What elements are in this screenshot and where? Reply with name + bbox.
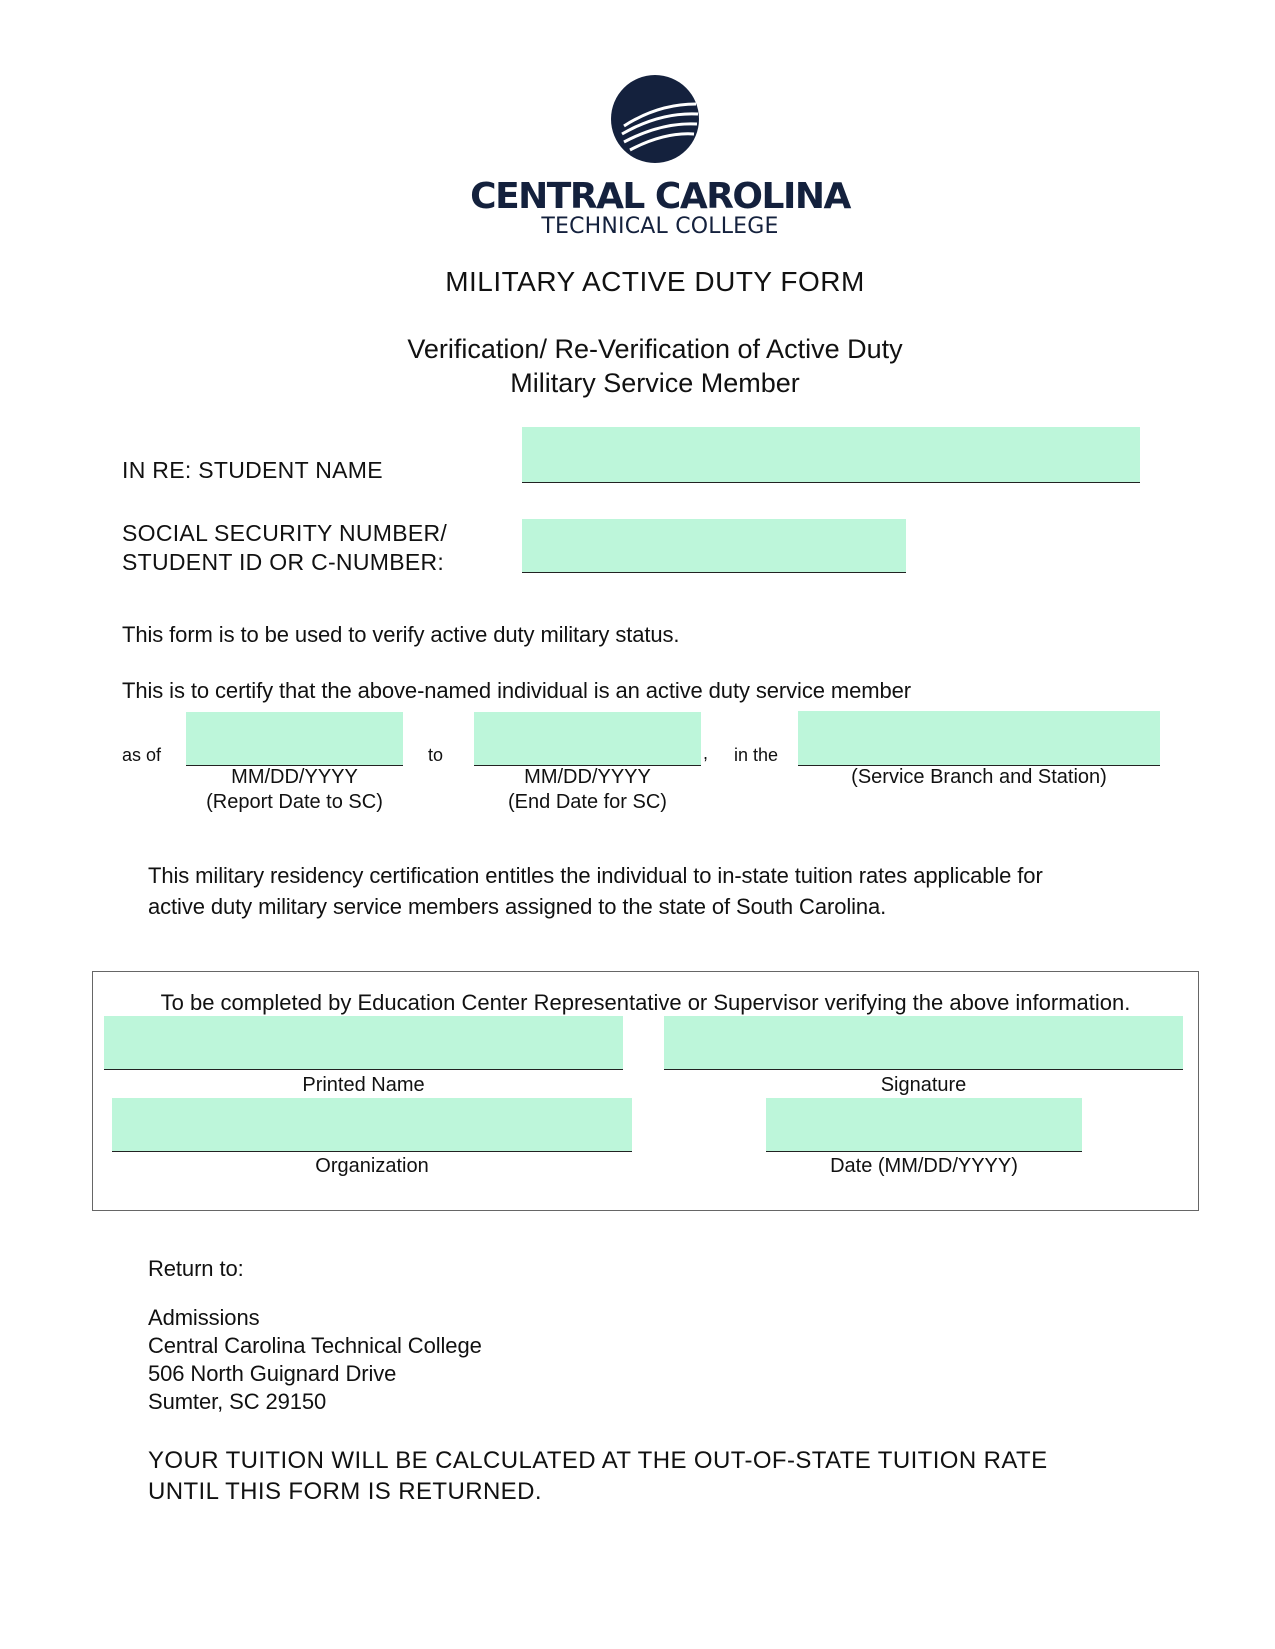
address-line-2: Central Carolina Technical College [148, 1333, 482, 1358]
date-field[interactable] [766, 1098, 1082, 1152]
warning-line-1: YOUR TUITION WILL BE CALCULATED AT THE OUT-OF-STATE TUITION RATE [148, 1447, 1048, 1474]
organization-label: Organization [315, 1155, 429, 1177]
student-id-label-line-1: SOCIAL SECURITY NUMBER/ [122, 520, 448, 546]
as-of-label: as of [122, 745, 162, 765]
start-date-field[interactable] [186, 712, 403, 766]
purpose-text: This form is to be used to verify active duty military status. [122, 622, 680, 647]
tuition-warning [148, 1445, 1047, 1507]
start-date-format: MM/DD/YYYY [231, 766, 358, 788]
printed-name-field[interactable] [104, 1016, 623, 1070]
subtitle-line-1: Verification/ Re-Verification of Active Duty [407, 334, 903, 364]
college-subtitle: TECHNICAL COLLEGE [541, 214, 779, 239]
address-line-1: Admissions [148, 1305, 260, 1330]
address-line-3: 506 North Guignard Drive [148, 1361, 397, 1386]
return-to-label: Return to: [148, 1256, 244, 1281]
student-name-field[interactable] [522, 427, 1140, 483]
signature-field[interactable] [664, 1016, 1183, 1070]
college-name: CENTRAL CAROLINA [470, 176, 850, 217]
in-the-label: in the [734, 745, 779, 765]
subtitle-line-2: Military Service Member [510, 368, 800, 398]
address-line-4: Sumter, SC 29150 [148, 1389, 327, 1414]
college-logo-icon [610, 74, 700, 164]
form-title: MILITARY ACTIVE DUTY FORM [445, 266, 865, 297]
student-id-field[interactable] [522, 519, 906, 573]
signature-label: Signature [880, 1074, 967, 1096]
warning-line-2: UNTIL THIS FORM IS RETURNED. [148, 1478, 542, 1505]
student-id-label-line-2: STUDENT ID OR C-NUMBER: [122, 549, 445, 575]
to-label: to [428, 745, 444, 765]
student-id-label [122, 519, 447, 577]
end-date-format: MM/DD/YYYY [524, 766, 651, 788]
residency-text [148, 860, 1043, 922]
service-branch-caption: (Service Branch and Station) [851, 766, 1107, 788]
start-date-caption: (Report Date to SC) [206, 791, 383, 813]
certify-text: This is to certify that the above-named individual is an active duty service member [122, 678, 911, 703]
form-subtitle [0, 332, 1275, 400]
student-name-label: IN RE: STUDENT NAME [122, 457, 383, 483]
residency-line-1: This military residency certification entitles the individual to in-state tuition rates applicable for [148, 863, 1043, 888]
service-branch-field[interactable] [798, 711, 1160, 766]
verifier-heading: To be completed by Education Center Representative or Supervisor verifying the above information. [160, 990, 1131, 1015]
end-date-field[interactable] [474, 712, 701, 766]
residency-line-2: active duty military service members assigned to the state of South Carolina. [148, 894, 887, 919]
date-label: Date (MM/DD/YYYY) [830, 1155, 1018, 1177]
end-date-caption: (End Date for SC) [508, 791, 667, 813]
organization-field[interactable] [112, 1098, 632, 1152]
return-address [148, 1304, 482, 1416]
date-comma: , [703, 743, 709, 763]
printed-name-label: Printed Name [302, 1074, 425, 1096]
